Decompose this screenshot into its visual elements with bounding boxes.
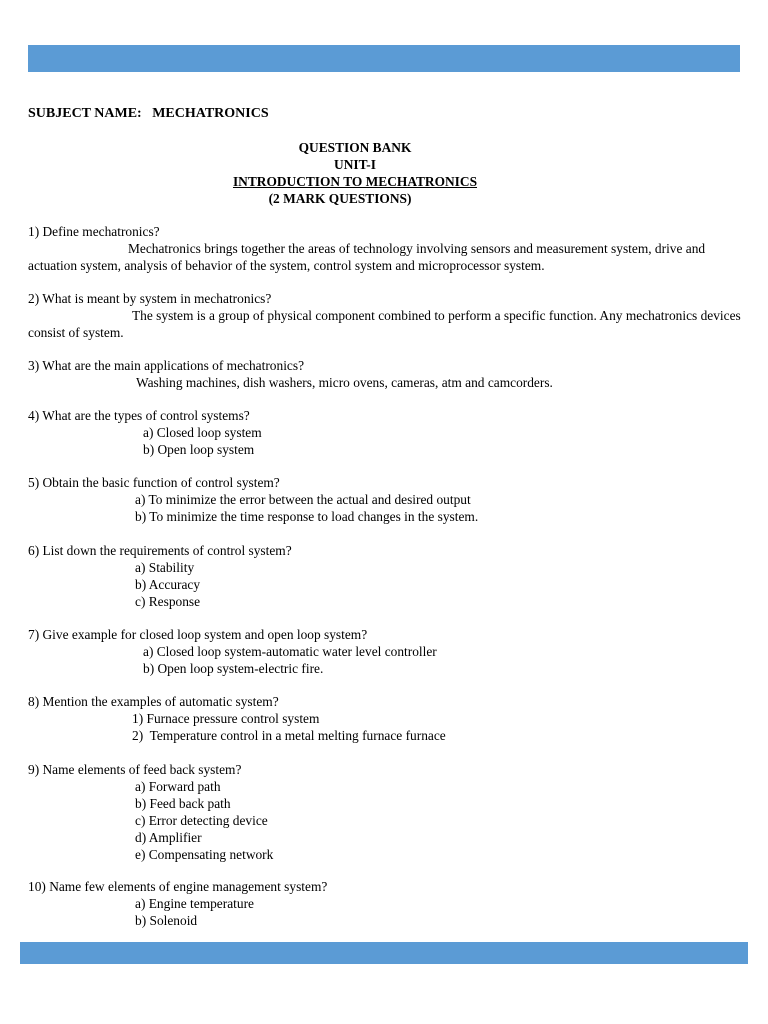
question-9 [28,761,743,863]
answer-text: The system is a group of physical component combined to perform a specific function. Any mechatronics devices consist of system. [28,308,741,340]
question-text: 1) Define mechatronics? [28,224,160,239]
question-6 [28,542,743,610]
list-item: b) Feed back path [135,796,231,811]
list-item: b) Open loop system-electric fire. [143,661,324,676]
question-text: 3) What are the main applications of mechatronics? [28,358,305,373]
list-item: d) Amplifier [135,830,202,845]
question-8 [28,693,743,744]
unit-title: INTRODUCTION TO MECHATRONICS [232,174,478,189]
question-text: 6) List down the requirements of control system? [28,543,292,558]
list-item: a) Engine temperature [135,896,254,911]
question-text: 2) What is meant by system in mechatronics? [28,291,272,306]
list-item: b) Open loop system [143,442,255,457]
list-item: b) Accuracy [135,577,201,592]
question-text: 8) Mention the examples of automatic system? [28,694,279,709]
question-7 [28,626,743,677]
list-item: 2) Temperature control in a metal melting furnace furnace [132,728,446,743]
subject-line [28,106,269,122]
list-item: c) Error detecting device [135,813,268,828]
answer-text: Washing machines, dish washers, micro ovens, cameras, atm and camcorders. [136,375,553,390]
question-text: 10) Name few elements of engine management system? [28,879,328,894]
list-item: a) To minimize the error between the actual and desired output [135,492,471,507]
list-item: a) Forward path [135,779,221,794]
list-item: e) Compensating network [135,847,274,862]
document-title: QUESTION BANK [298,140,412,155]
subject-label: SUBJECT NAME: [28,106,142,121]
question-text: 5) Obtain the basic function of control system? [28,475,280,490]
question-text: 4) What are the types of control systems? [28,408,250,423]
subject-value: MECHATRONICS [152,106,269,121]
list-item: 1) Furnace pressure control system [132,711,320,726]
list-item: b) To minimize the time response to load changes in the system. [135,509,479,524]
list-item: a) Stability [135,560,195,575]
question-2 [28,290,743,341]
question-5 [28,474,743,525]
bottom-footer-band [20,942,748,964]
top-header-band [28,45,740,72]
unit-label: UNIT-I [334,157,376,172]
question-text: 9) Name elements of feed back system? [28,762,242,777]
question-4 [28,407,743,458]
list-item: a) Closed loop system [143,425,262,440]
list-item: c) Response [135,594,201,609]
question-1 [28,223,743,274]
question-10 [28,878,743,929]
list-item: b) Solenoid [135,913,198,928]
title-block [0,139,710,207]
answer-text: Mechatronics brings together the areas of technology involving sensors and measurement system, drive and actuation system, analysis of behavior of the system, control system and microprocessor system. [28,241,706,273]
question-text: 7) Give example for closed loop system and open loop system? [28,627,368,642]
question-3 [28,357,743,391]
section-label: (2 MARK QUESTIONS) [268,191,412,206]
list-item: a) Closed loop system-automatic water level controller [143,644,437,659]
